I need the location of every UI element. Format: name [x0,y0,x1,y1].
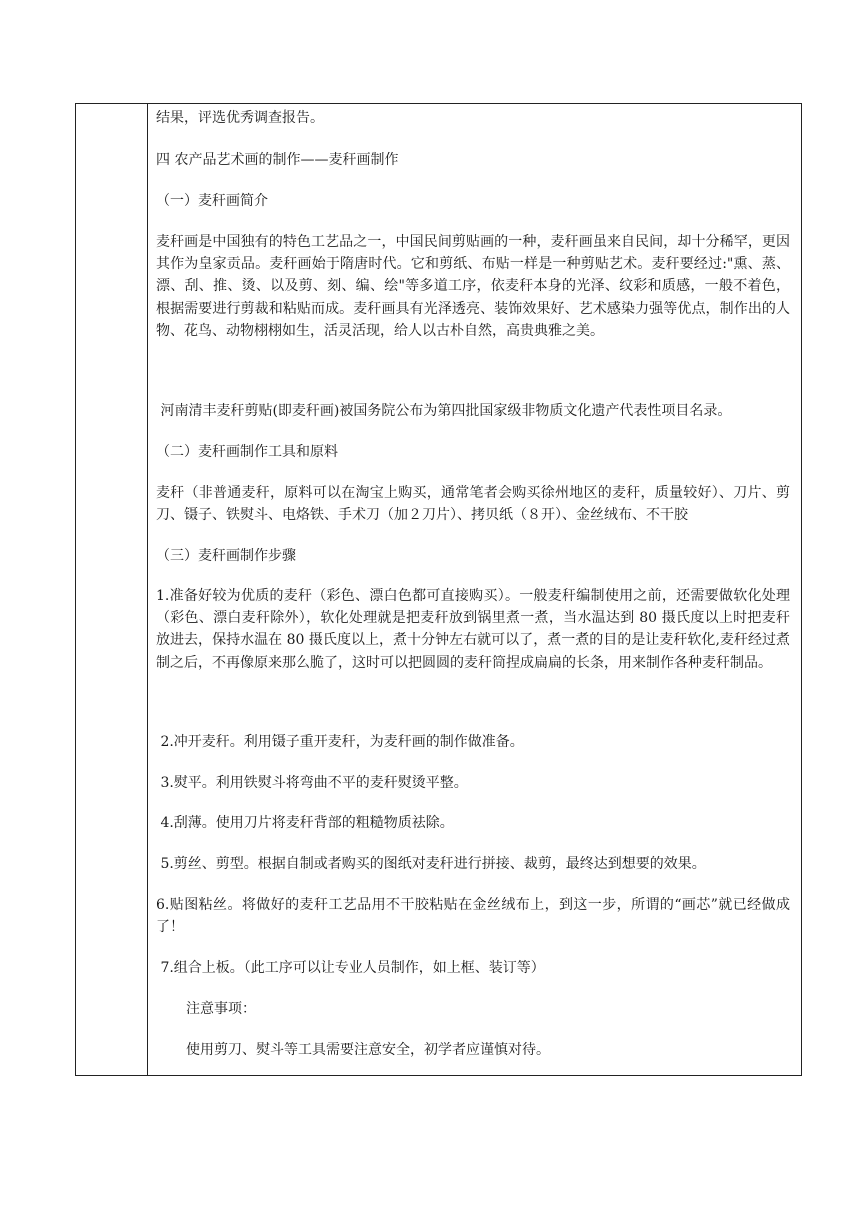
paragraph-intro: 麦秆画是中国独有的特色工艺品之一，中国民间剪贴画的一种，麦秆画虽来自民间，却十分稀罕，更因其作为皇家贡品。麦秆画始于隋唐时代。它和剪纸、布贴一样是一种剪贴艺术。麦秆要经过:"熏、蒸、漂、刮、推、烫、以及剪、刻、编、绘"等多道工序，依麦秆本身的光泽、纹彩和质感，一般不着色，根据需要进行剪裁和粘贴而成。麦秆画具有光泽透亮、装饰效果好、艺术感染力强等优点，制作出的人物、花鸟、动物栩栩如生，活灵活现，给人以古朴自然，高贵典雅之美。 [156,234,790,339]
step-item: 3.熨平。利用铁熨斗将弯曲不平的麦秆熨烫平整。 [156,775,468,791]
paragraph-step-6: 6.贴图粘丝。将做好的麦秆工艺品用不干胶粘贴在金丝绒布上，到这一步，所谓的“画芯”就已经做成了！ [156,897,790,936]
step-item: 2.冲开麦秆。利用镊子重开麦秆，为麦秆画的制作做准备。 [156,734,524,750]
subsection-heading: （三）麦秆画制作步骤 [156,548,296,564]
table-left-column [76,104,148,1075]
text-line: 结果，评选优秀调查报告。 [156,110,324,126]
text-line: 河南清丰麦秆剪贴(即麦秆画)被国务院公布为第四批国家级非物质文化遗产代表性项目名录。 [156,403,732,419]
paragraph-step-1: 1.准备好较为优质的麦秆（彩色、漂白色都可直接购买）。一般麦秆编制使用之前，还需要做软化处理（彩色、漂白麦秆除外），软化处理就是把麦秆放到锅里煮一煮，当水温达到 80 摄氏度以上时把麦秆放进去，保持水温在 80 摄氏度以上，煮十分钟左右就可以了，煮一煮的目的是让麦秆软化,麦秆经过煮制之后，不再像原来那么脆了，这时可以把圆圆的麦秆筒捏成扁扁的长条，用来制作各种麦秆制品。 [156,588,790,671]
step-item: 7.组合上板。（此工序可以让专业人员制作，如上框、装订等） [156,960,545,976]
subsection-heading: （一）麦秆画简介 [156,193,268,209]
step-item: 5.剪丝、剪型。根据自制或者购买的图纸对麦秆进行拼接、裁剪，最终达到想要的效果。 [156,856,706,872]
step-item: 4.刮薄。使用刀片将麦秆背部的粗糙物质祛除。 [156,815,454,831]
note-heading: 注意事项： [186,1001,256,1017]
paragraph-materials: 麦秆（非普通麦秆，原料可以在淘宝上购买，通常笔者会购买徐州地区的麦秆，质量较好）、刀片、剪刀、镊子、铁熨斗、电烙铁、手术刀（加２刀片）、拷贝纸（８开）、金丝绒布、不干胶 [156,485,790,524]
subsection-heading: （二）麦秆画制作工具和原料 [156,444,338,460]
document-table [75,103,802,1076]
note-text: 使用剪刀、熨斗等工具需要注意安全，初学者应谨慎对待。 [186,1042,550,1058]
section-heading: 四 农产品艺术画的制作——麦秆画制作 [156,152,399,168]
